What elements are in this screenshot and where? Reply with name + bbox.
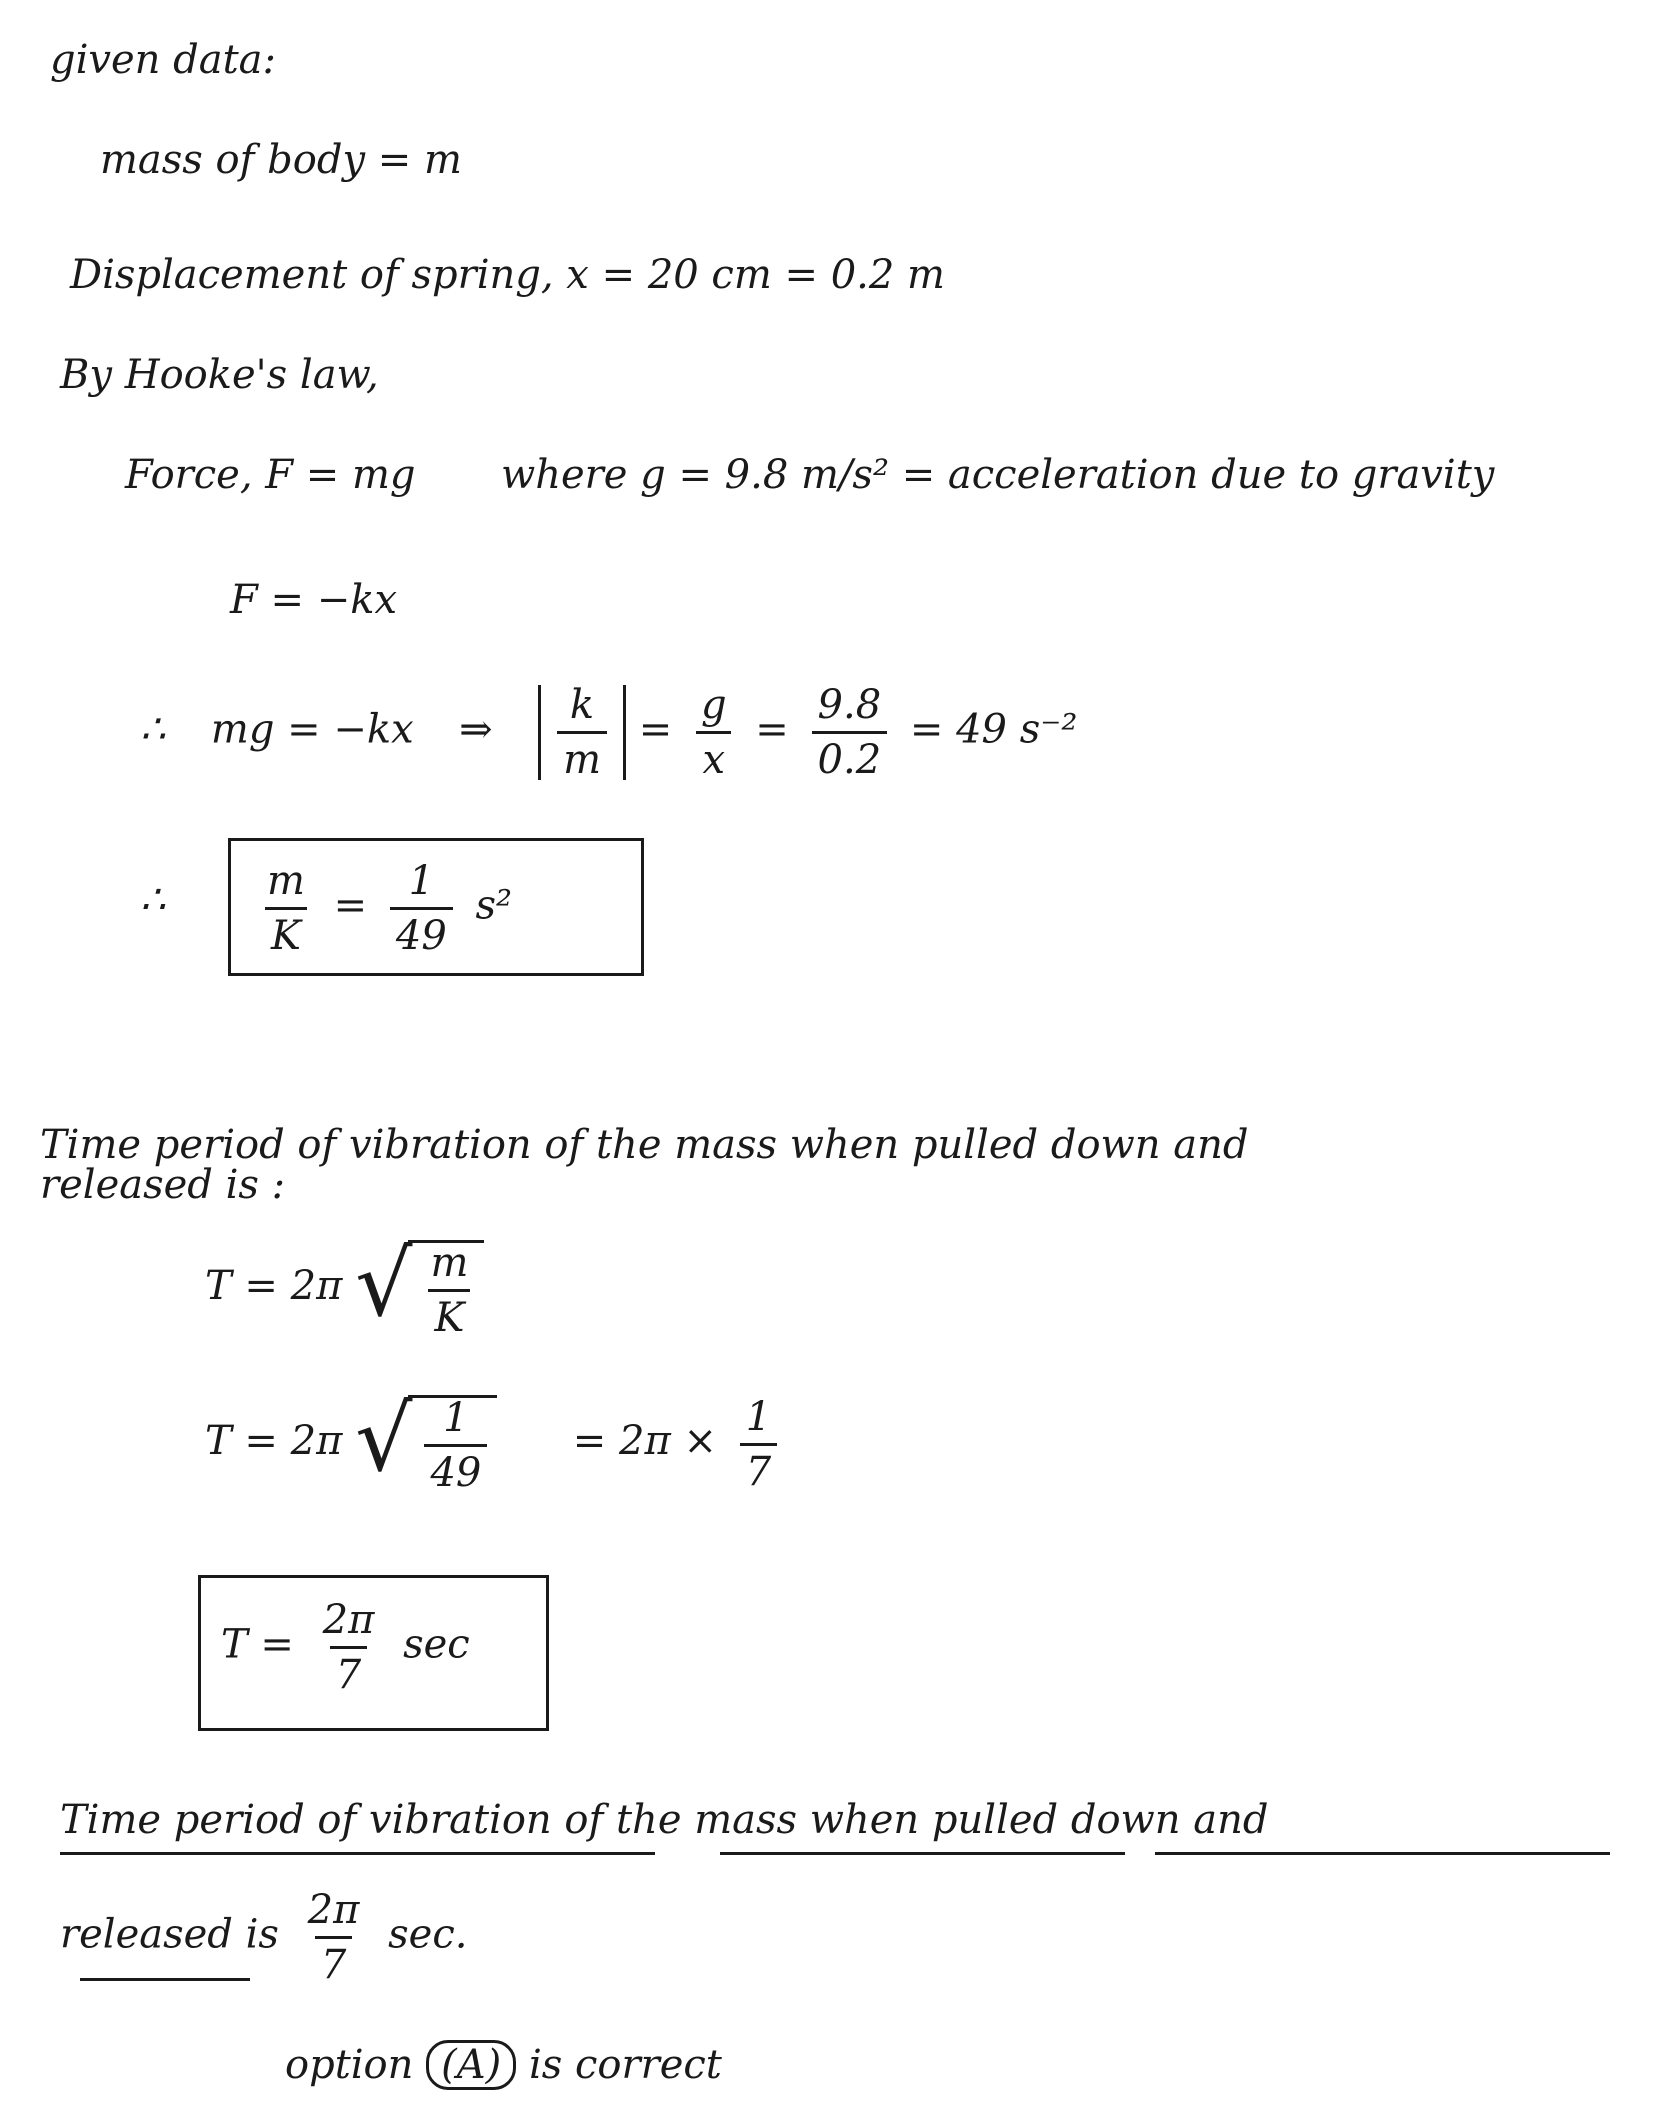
underline (60, 1852, 655, 1855)
underline (720, 1852, 1125, 1855)
therefore-symbol: ∴ (140, 706, 166, 753)
fraction-denominator: x (696, 731, 731, 780)
derivation-line (140, 682, 1078, 783)
fraction-denominator: K (265, 907, 307, 956)
underline (1155, 1852, 1610, 1855)
equals-sign: = (755, 706, 789, 753)
one-over-49-fraction (390, 858, 453, 959)
period-text-line-1: Time period of vibration of the mass when pulled down and (40, 1122, 1249, 1168)
boxed-result-content (221, 1597, 470, 1698)
radical-icon: √ (355, 1387, 413, 1492)
answer-line (285, 2040, 722, 2090)
hooke-equation: F = −kx (230, 577, 398, 623)
fraction-denominator: 7 (315, 1936, 352, 1985)
fraction-numerator: 1 (408, 858, 435, 904)
fraction-numerator: g (700, 682, 727, 728)
fraction-denominator: 49 (424, 1444, 487, 1493)
g-over-x-fraction (695, 682, 733, 783)
fraction-numerator: k (569, 682, 595, 728)
formula-lhs: T = 2π (205, 1418, 343, 1464)
one-over-49-fraction (424, 1395, 487, 1496)
equals-sign: = (333, 882, 368, 929)
fraction-denominator: K (428, 1289, 470, 1338)
force-line (125, 452, 1495, 498)
implies-symbol: ⇒ (459, 706, 493, 753)
heading: given data: (50, 37, 276, 83)
radical-icon: √ (355, 1232, 413, 1337)
m-over-k-fraction (261, 858, 311, 959)
displacement-line: Displacement of spring, x = 20 cm = 0.2 m (70, 252, 945, 298)
conclusion-line-1: Time period of vibration of the mass when pulled down and (60, 1797, 1269, 1843)
numeric-fraction (812, 682, 888, 783)
hooke-intro: By Hooke's law, (60, 352, 379, 398)
fraction-numerator: m (430, 1240, 469, 1286)
radicand (408, 1240, 484, 1341)
answer-suffix: is correct (528, 2042, 722, 2088)
boxed-ratio (228, 838, 644, 976)
fraction-denominator: 7 (330, 1646, 367, 1695)
fraction-numerator: m (267, 858, 305, 904)
square-root (355, 1232, 484, 1341)
mass-line: mass of body = m (100, 137, 462, 183)
two-pi-over-7-fraction (317, 1597, 381, 1698)
period-text-line-2: released is : (40, 1162, 286, 1208)
fraction-numerator: 2π (322, 1597, 375, 1643)
square-root (355, 1387, 497, 1496)
m-over-k-fraction (424, 1240, 474, 1341)
derivation-result: = 49 s⁻² (909, 706, 1078, 753)
unit-sec: sec (403, 1621, 470, 1668)
one-over-7-fraction (740, 1393, 777, 1495)
fraction-numerator: 2π (307, 1887, 360, 1933)
unit-s-squared: s² (475, 882, 513, 929)
fraction-numerator: 1 (443, 1395, 469, 1441)
fraction-denominator: m (557, 731, 607, 780)
boxed-result (198, 1575, 549, 1731)
fraction-denominator: 0.2 (812, 731, 888, 780)
absolute-value (538, 682, 626, 783)
period-formula (205, 1232, 484, 1341)
fraction-numerator: 9.8 (817, 682, 882, 728)
fraction-denominator: 7 (740, 1443, 777, 1492)
gravity-definition: where g = 9.8 m/s² = acceleration due to gravity (500, 452, 1495, 498)
substitution-rhs: = 2π × (572, 1418, 717, 1464)
result-lhs: T = (221, 1621, 294, 1668)
conclusion-unit: sec. (388, 1911, 468, 1958)
derivation-lhs: mg = −kx (210, 706, 414, 753)
boxed-ratio-content (251, 858, 513, 959)
two-pi-over-7-fraction (302, 1887, 366, 1988)
conclusion-line-2 (60, 1887, 468, 1988)
conclusion-prefix: released is (60, 1911, 279, 1958)
answer-prefix: option (285, 2042, 414, 2088)
answer-option: (A) (426, 2040, 516, 2090)
force-definition: Force, F = mg (125, 452, 416, 498)
fraction-denominator: 49 (390, 907, 453, 956)
k-over-m-fraction (557, 682, 607, 783)
ratio-therefore: ∴ (140, 877, 166, 923)
underline (80, 1978, 250, 1981)
fraction-numerator: 1 (745, 1393, 772, 1440)
period-substitution (205, 1387, 787, 1496)
equals-sign: = (638, 706, 673, 753)
radicand (408, 1395, 497, 1496)
formula-lhs: T = 2π (205, 1263, 343, 1309)
